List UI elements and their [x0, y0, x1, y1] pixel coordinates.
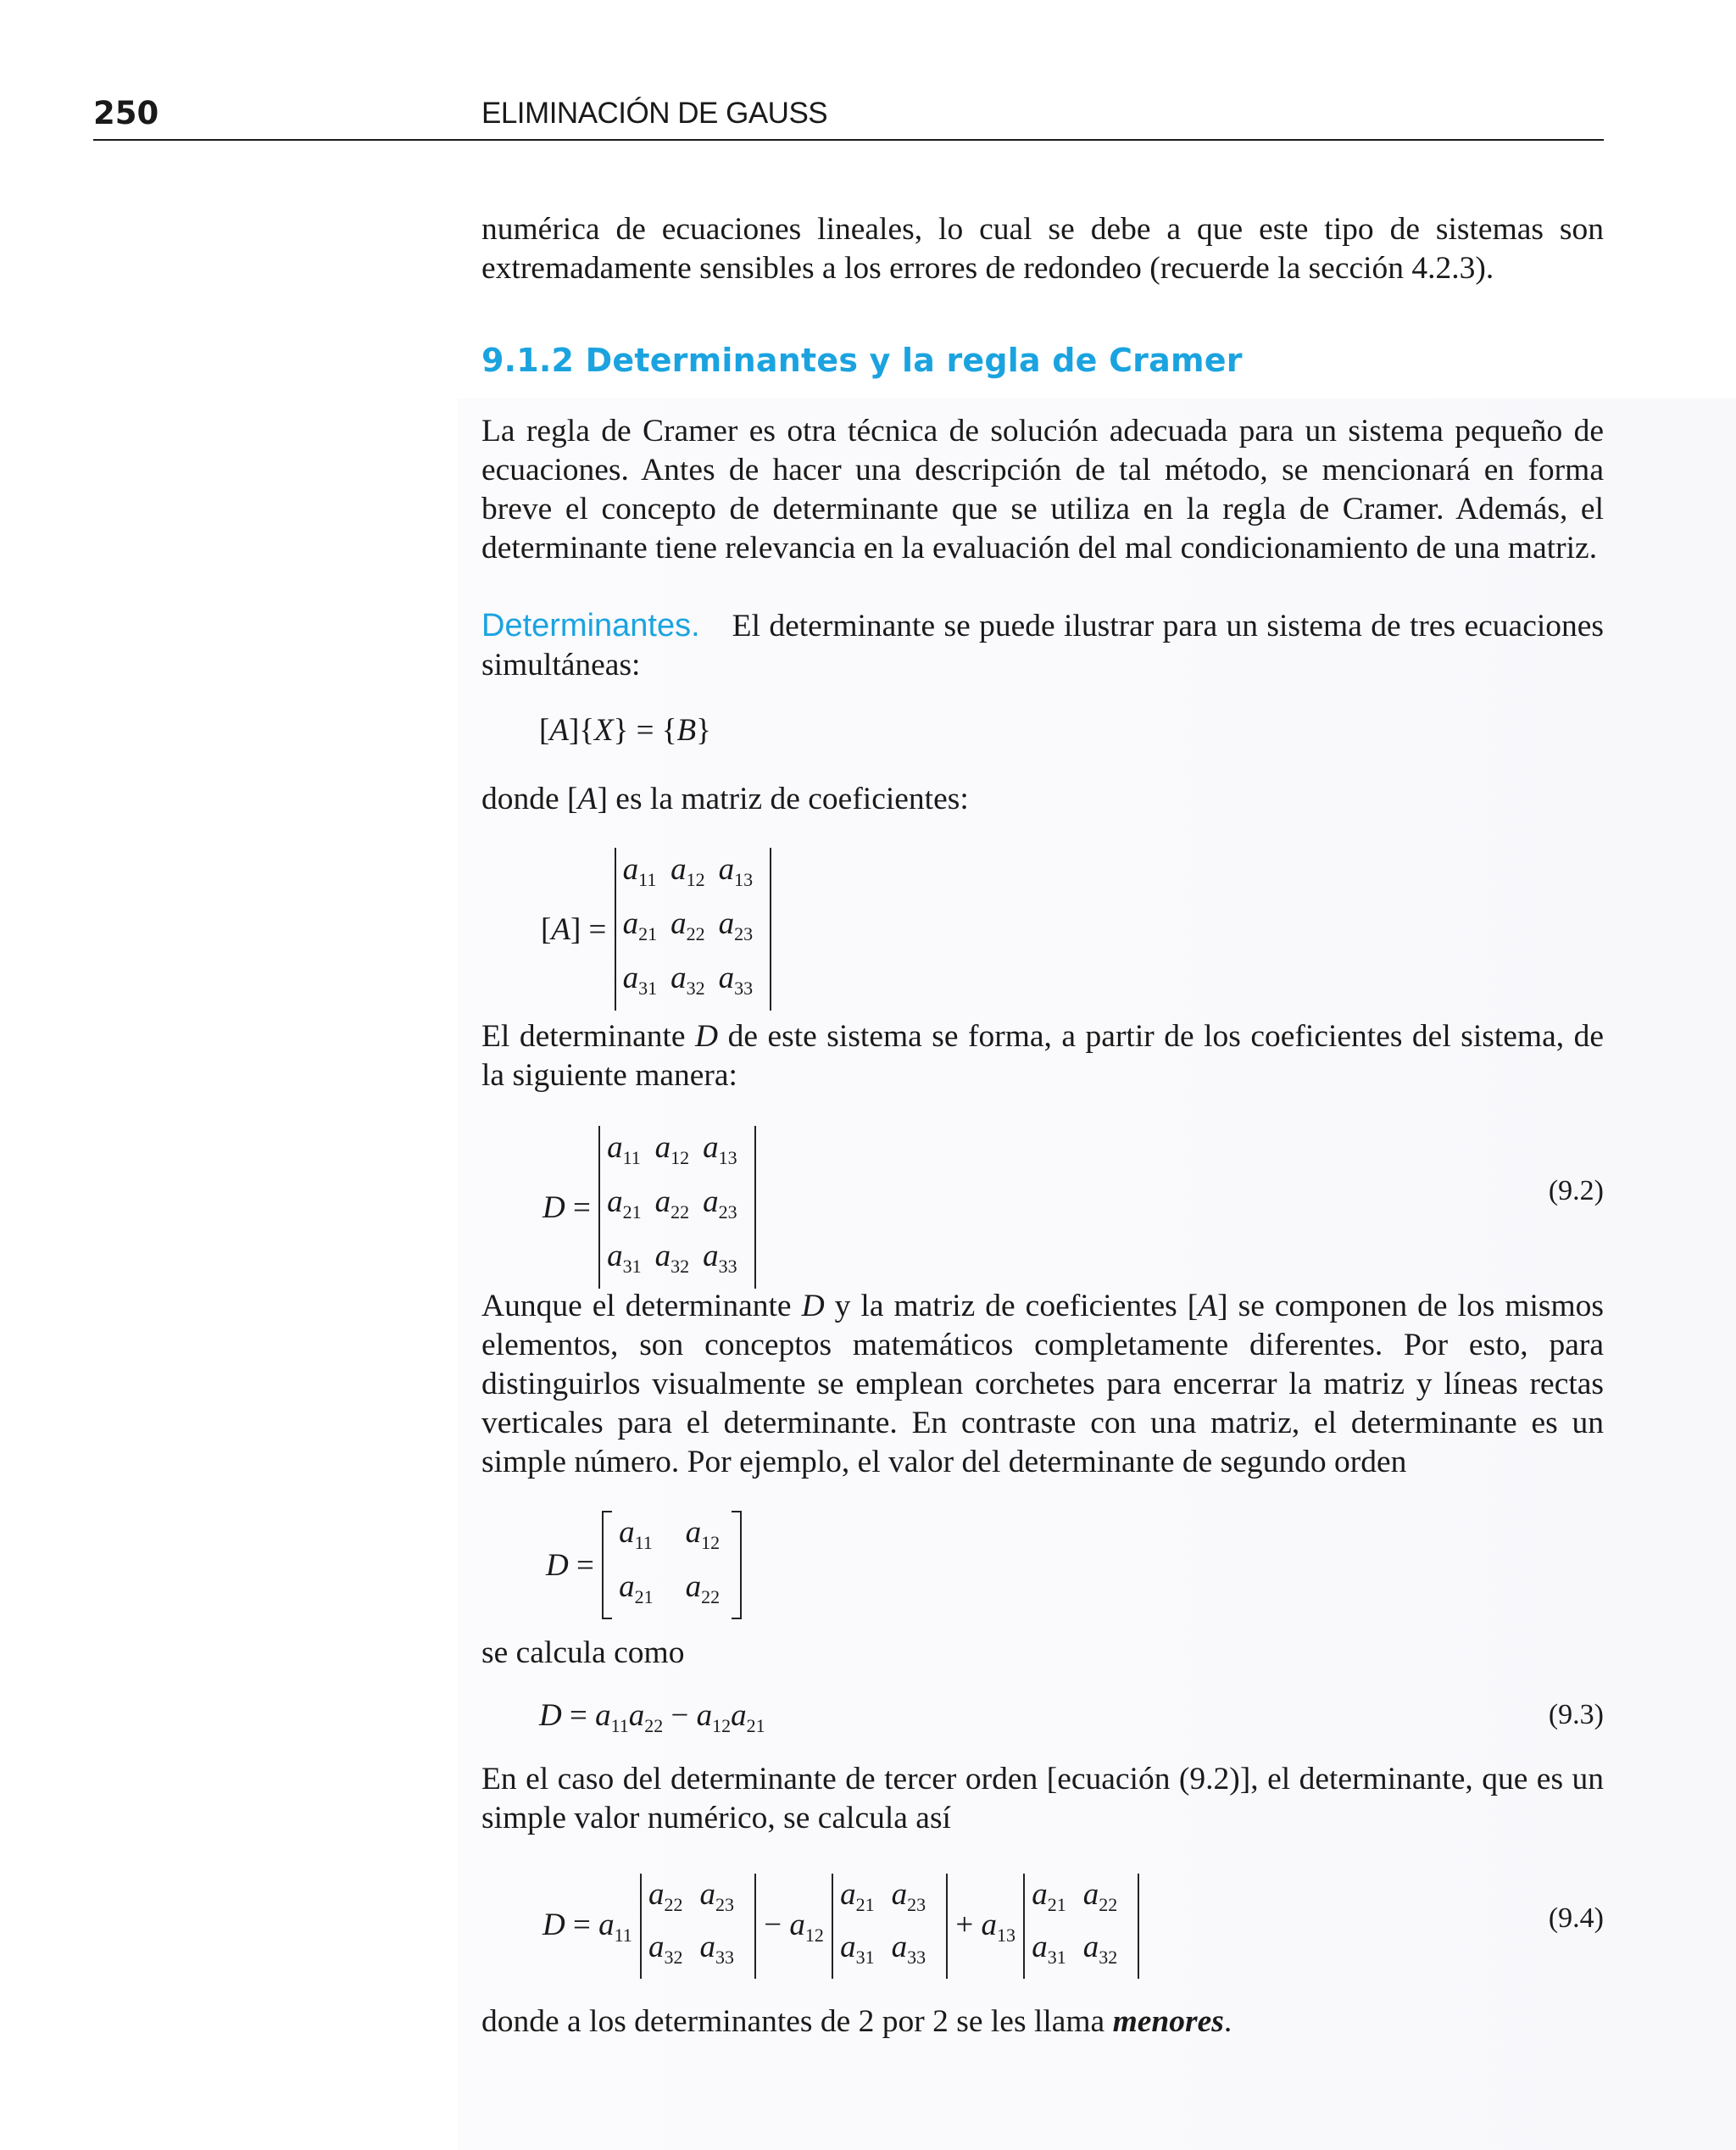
- matrix-element: $a_{23}$: [699, 1877, 735, 1915]
- D-intro-var: D: [695, 1019, 719, 1054]
- menores-paragraph: [481, 2002, 1604, 2041]
- matrix-A-equation: [541, 848, 771, 1011]
- calcula-paragraph: se calcula como: [481, 1635, 685, 1670]
- equation-9-2: D = $a_{11}$ $a_{12}$ $a_{13}$ $a_{21}$ $a_{22}$ $a_{23}$ $a_{31}$ $a_{32}$ $a_{33}$: [542, 1126, 756, 1289]
- aunque-var-A: A: [1198, 1289, 1218, 1323]
- matrix-element: $a_{22}$: [685, 1569, 721, 1607]
- matrix-element: $a_{33}$: [891, 1930, 926, 1968]
- intro-paragraph: numérica de ecuaciones lineales, lo cual se debe a que este tipo de sistemas son extremadamente sensibles a los errores de redondeo (recuerde la sección 4.2.3).: [481, 212, 1604, 286]
- matrix-element: $a_{13}$: [703, 1130, 737, 1168]
- aunque-text-3: ] se componen de los mismos elementos, son conceptos matemáticos completamente diferentes. Por esto, para distinguirlos visualmente se emplean corchetes para encerrar la matriz y líneas rectas verticales para el determinante. En contraste con una matriz, el determinante es un simple número. Por ejemplo, el valor del determinante de segundo orden: [481, 1289, 1604, 1479]
- matrix-element: $a_{22}$: [648, 1877, 683, 1915]
- menores-paragraph-block: [481, 2002, 1604, 2041]
- a33: $a_{33}$: [718, 961, 754, 999]
- eq-9-2-lhs: D: [542, 1189, 565, 1225]
- menores-emphasis: menores: [1112, 2004, 1224, 2039]
- matrix-element: $a_{31}$: [840, 1930, 875, 1968]
- matrix-element: $a_{12}$: [685, 1515, 721, 1553]
- page-number: 250: [93, 95, 159, 131]
- minor-2: [832, 1874, 948, 1979]
- menores-text-2: .: [1223, 2004, 1232, 2039]
- D-intro-text-1: El determinante: [481, 1019, 696, 1054]
- a32: $a_{32}$: [670, 961, 705, 999]
- cramer-paragraph-block: [481, 412, 1604, 568]
- a21: $a_{21}$: [622, 906, 658, 944]
- matrix-element: $a_{32}$: [1082, 1930, 1118, 1968]
- matrix-2x2-brackets: [602, 1511, 742, 1619]
- matrix-element: $a_{11}$: [619, 1515, 653, 1553]
- determinantes-paragraph: [481, 606, 1604, 685]
- donde-paragraph: [481, 780, 1604, 819]
- a12: $a_{12}$: [670, 852, 705, 890]
- a13: $a_{13}$: [718, 852, 754, 890]
- matrix-element: $a_{31}$: [607, 1239, 642, 1277]
- D-intro-paragraph-block: [481, 1017, 1604, 1095]
- equation-9-3: $D = a_{11}a_{22} - a_{12}a_{21}$: [539, 1698, 765, 1736]
- equation-9-4: $D = a_{11}$ $a_{22}$ $a_{23}$ $a_{32}$ $a_{33}$ − $a_{12}$ $a_{21}$ $a_{23}$ $a_{31}$ $a_{33}$ + $a_{13}$ $a_{21}$ $a_{22}$ $a_{31}$ $a_{32}$: [542, 1874, 1139, 1979]
- donde-text-2: ] es la matriz de coeficientes:: [597, 782, 969, 816]
- runin-heading: Determinantes.: [481, 608, 700, 643]
- tercer-paragraph-block: [481, 1760, 1604, 1838]
- matrix-A-var: A: [551, 911, 570, 947]
- D-intro-paragraph: [481, 1017, 1604, 1095]
- aunque-paragraph: [481, 1287, 1604, 1482]
- aunque-paragraph-block: [481, 1287, 1604, 1482]
- equation-2x2-matrix: D = $a_{11}$ $a_{12}$ $a_{21}$ $a_{22}$: [546, 1511, 742, 1619]
- matrix-element: $a_{33}$: [703, 1239, 737, 1277]
- var-X: X: [594, 713, 614, 748]
- matrix-element: $a_{23}$: [703, 1184, 737, 1223]
- matrix-element: $a_{23}$: [891, 1877, 926, 1915]
- matrix-element: $a_{12}$: [654, 1130, 690, 1168]
- calcula-paragraph-block: [481, 1634, 1604, 1673]
- matrix-A-array: [615, 848, 772, 1011]
- a23: $a_{23}$: [718, 906, 754, 944]
- a11: $a_{11}$: [622, 852, 657, 890]
- matrix-element: $a_{21}$: [1032, 1877, 1066, 1915]
- cramer-paragraph: La regla de Cramer es otra técnica de solución adecuada para un sistema pequeño de ecuaciones. Antes de hacer una descripción de tal método, se mencionará en forma breve el concepto de determinante que se utiliza en la regla de Cramer. Además, el determinante tiene relevancia en la evaluación del mal condicionamiento de una matriz.: [481, 414, 1604, 565]
- matrix-element: $a_{22}$: [654, 1184, 690, 1223]
- minor-1: [640, 1874, 756, 1979]
- var-A: A: [549, 713, 569, 748]
- tercer-paragraph: En el caso del determinante de tercer orden [ecuación (9.2)], el determinante, que es un simple valor numérico, se calcula así: [481, 1762, 1604, 1835]
- equation-system: [A]{X} = {B}: [539, 713, 711, 748]
- matrix-element: $a_{11}$: [607, 1130, 641, 1168]
- determinantes-text: El determinante se puede ilustrar para un sistema de tres ecuaciones simultáneas:: [481, 609, 1604, 682]
- determinant-3x3: [598, 1126, 756, 1289]
- matrix-element: $a_{33}$: [699, 1930, 735, 1968]
- eq-2x2-lhs: D: [546, 1547, 569, 1583]
- matrix-element: $a_{32}$: [648, 1930, 683, 1968]
- minor-3: [1023, 1874, 1139, 1979]
- a22: $a_{22}$: [670, 906, 705, 944]
- matrix-element: $a_{21}$: [607, 1184, 642, 1223]
- matrix-element: $a_{31}$: [1032, 1930, 1066, 1968]
- var-B: B: [676, 713, 697, 748]
- menores-text-1: donde a los determinantes de 2 por 2 se les llama: [481, 2004, 1113, 2039]
- section-heading: 9.1.2 Determinantes y la regla de Cramer: [481, 342, 1243, 379]
- matrix-element: $a_{21}$: [840, 1877, 875, 1915]
- matrix-A-lhs: [A] =: [541, 911, 607, 947]
- D-intro-text-2: de este sistema se forma, a partir de los coeficientes del sistema, de la siguiente manera:: [481, 1019, 1604, 1093]
- donde-text-1: donde [: [481, 782, 578, 816]
- aunque-var-D: D: [801, 1289, 825, 1323]
- matrix-element: $a_{21}$: [619, 1569, 654, 1607]
- aunque-text-2: y la matriz de coeficientes [: [824, 1289, 1199, 1323]
- equation-number-9-3: (9.3): [1548, 1699, 1604, 1730]
- eq-9-4-lhs: D: [542, 1907, 565, 1942]
- intro-paragraph-block: [481, 210, 1604, 288]
- matrix-element: $a_{22}$: [1082, 1877, 1118, 1915]
- donde-paragraph-block: [481, 780, 1604, 819]
- running-head-title: ELIMINACIÓN DE GAUSS: [481, 97, 828, 130]
- a31: $a_{31}$: [622, 961, 658, 999]
- equation-number-9-2: (9.2): [1548, 1175, 1604, 1206]
- equation-number-9-4: (9.4): [1548, 1902, 1604, 1934]
- eq-9-3-lhs: D: [539, 1698, 562, 1733]
- aunque-text-1: Aunque el determinante: [481, 1289, 802, 1323]
- determinantes-paragraph-block: [481, 606, 1604, 685]
- donde-var: A: [577, 782, 598, 816]
- running-header: [93, 95, 1604, 141]
- matrix-element: $a_{32}$: [654, 1239, 690, 1277]
